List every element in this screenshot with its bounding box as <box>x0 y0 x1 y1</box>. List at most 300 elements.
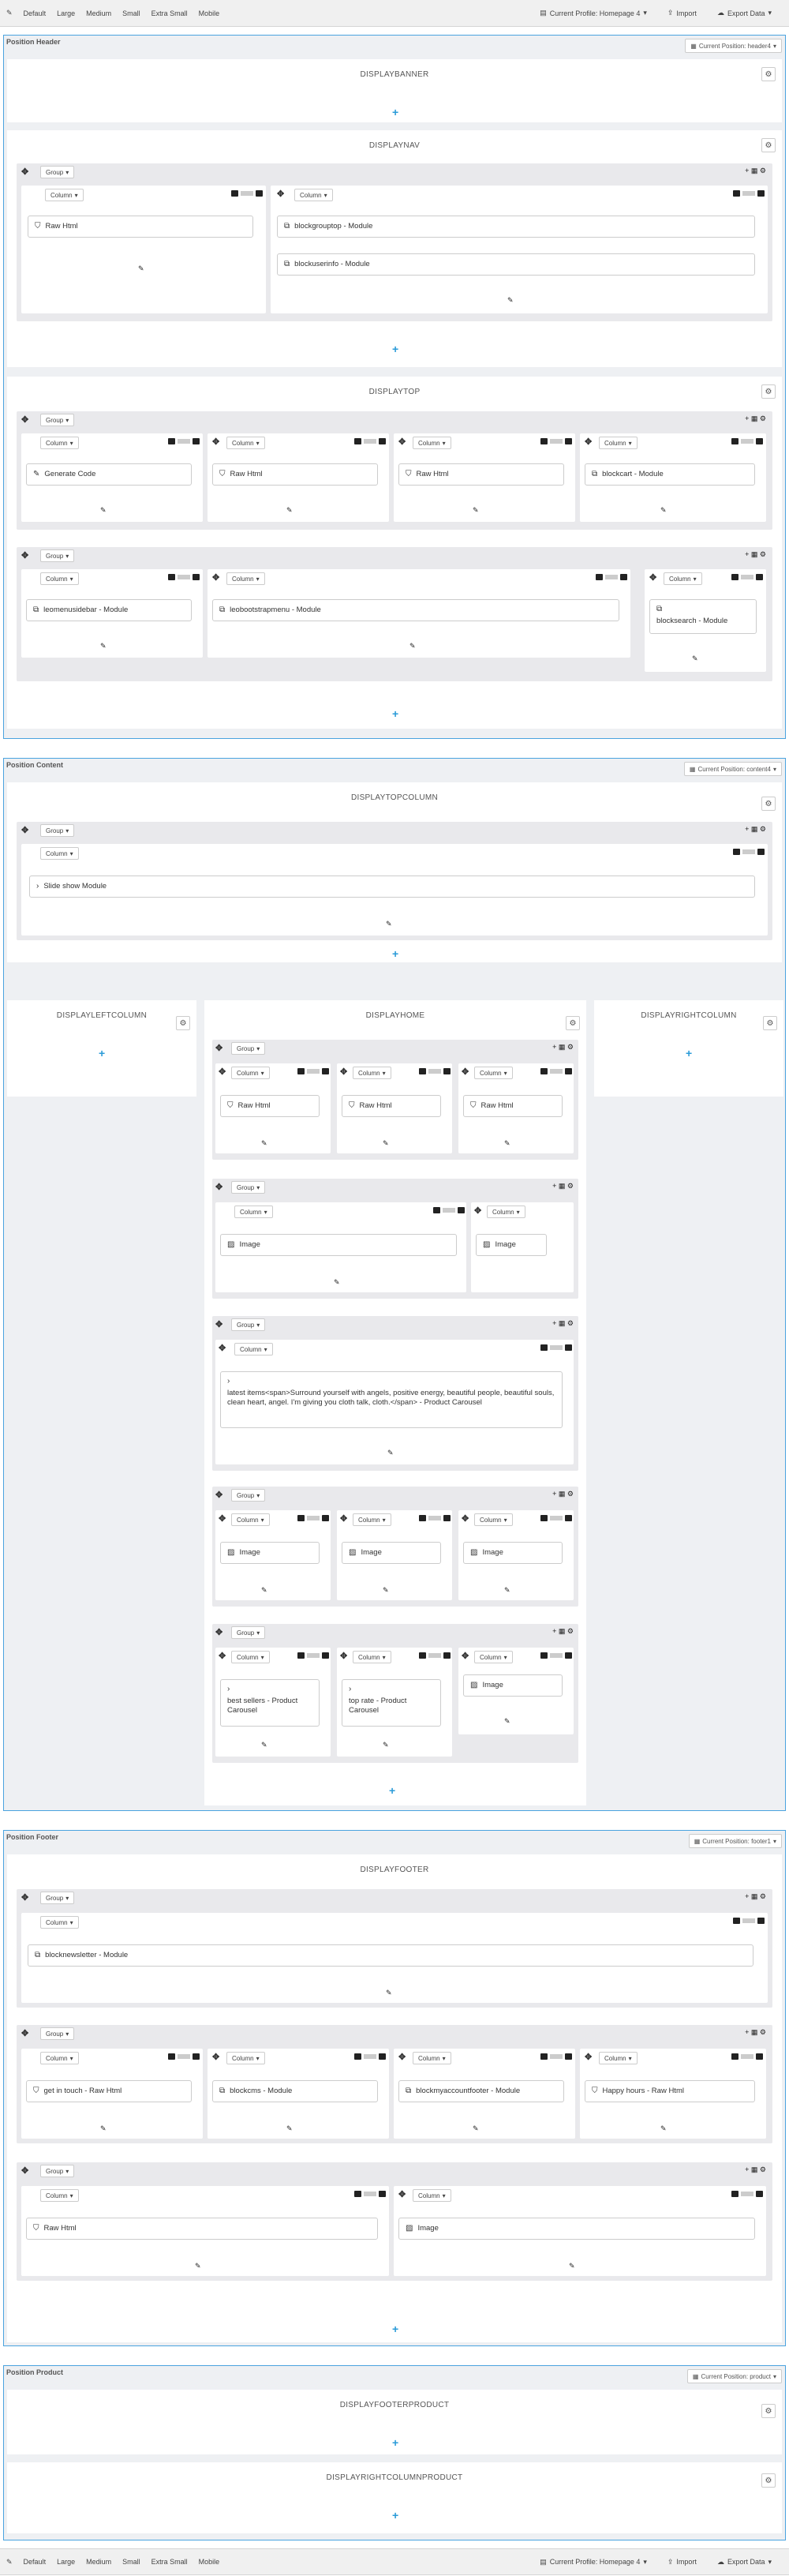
column-foot-tools[interactable]: ✎ <box>100 2124 107 2132</box>
column-width-tools[interactable] <box>168 2053 200 2060</box>
move-icon[interactable]: ✥ <box>585 2053 593 2062</box>
column-width-tools[interactable] <box>540 1515 572 1521</box>
move-icon[interactable]: ✥ <box>219 1514 226 1524</box>
column-foot-tools[interactable]: ✎ <box>386 920 392 928</box>
shield-icon: ⛉ <box>219 470 226 478</box>
column <box>337 1063 452 1153</box>
file-icon: ▤ <box>540 9 547 17</box>
group-dropdown[interactable]: Group ▾ <box>40 166 74 178</box>
column-width-tools[interactable] <box>419 1068 451 1074</box>
import-button[interactable]: ⇪ Import <box>667 9 697 17</box>
import-button[interactable]: ⇪ Import <box>667 2557 697 2566</box>
hook-displayleftcolumn <box>7 1000 196 1097</box>
hook-settings-icon[interactable]: ⚙ <box>761 67 776 81</box>
move-icon[interactable]: ✥ <box>21 2029 29 2038</box>
group-tools[interactable]: + ▦ ⚙ <box>552 1043 574 1051</box>
add-group-button[interactable]: + <box>392 343 399 355</box>
move-icon[interactable]: ✥ <box>462 1514 469 1524</box>
column-dropdown[interactable]: Column ▾ <box>40 2052 79 2064</box>
column-foot-tools[interactable]: ✎ <box>100 642 107 650</box>
column-width-tools[interactable] <box>354 438 386 444</box>
module-item[interactable]: ⛉ get in touch - Raw Html <box>26 2080 192 2102</box>
move-icon[interactable]: ✥ <box>21 1893 29 1903</box>
size-medium[interactable]: Medium <box>86 9 112 17</box>
column-dropdown[interactable]: Column ▾ <box>474 1067 513 1079</box>
export-button[interactable]: ☁ Export Data ▾ <box>716 2557 772 2566</box>
top-toolbar <box>0 0 789 27</box>
column-dropdown[interactable]: Column ▾ <box>353 1067 391 1079</box>
move-icon[interactable]: ✥ <box>21 167 29 177</box>
calendar-icon: ▦ <box>692 2372 699 2380</box>
column-dropdown[interactable]: Column ▾ <box>231 1067 270 1079</box>
column-width-tools[interactable] <box>733 1918 765 1924</box>
group-dropdown[interactable]: Group ▾ <box>231 1318 265 1331</box>
column <box>215 1202 466 1292</box>
move-icon[interactable]: ✥ <box>462 1067 469 1077</box>
column-dropdown[interactable]: Column ▾ <box>413 2052 451 2064</box>
column <box>21 2186 389 2276</box>
image-icon: ▨ <box>227 1548 235 1557</box>
hook-settings-icon[interactable]: ⚙ <box>761 138 776 152</box>
module-item[interactable]: ⛉ Raw Html <box>220 1095 320 1117</box>
column-foot-tools[interactable]: ✎ <box>569 2262 575 2270</box>
image-icon: ▨ <box>227 1240 235 1249</box>
column-width-tools[interactable] <box>297 1515 329 1521</box>
calendar-icon: ▦ <box>689 765 696 773</box>
move-icon[interactable]: ✥ <box>398 2053 406 2062</box>
group-dropdown[interactable]: Group ▾ <box>231 1626 265 1639</box>
move-icon[interactable]: ✥ <box>215 1320 223 1329</box>
module-item[interactable]: ⧉ blocksearch - Module <box>649 599 757 634</box>
module-item[interactable]: ⧉ blocknewsletter - Module <box>28 1944 753 1967</box>
column-dropdown[interactable]: Column ▾ <box>474 1651 513 1663</box>
module-item[interactable]: › Slide show Module <box>29 876 755 898</box>
column-width-tools[interactable] <box>540 1068 572 1074</box>
move-icon[interactable]: ✥ <box>215 1628 223 1637</box>
move-icon[interactable]: ✥ <box>215 1044 223 1053</box>
column-width-tools[interactable] <box>731 2053 763 2060</box>
move-icon[interactable]: ✥ <box>21 826 29 835</box>
column <box>271 186 768 313</box>
column-foot-tools[interactable]: ✎ <box>138 264 144 272</box>
size-extra-small[interactable]: Extra Small <box>151 2558 188 2566</box>
group <box>17 1889 772 2008</box>
add-group-button[interactable]: + <box>392 2323 399 2335</box>
column-foot-tools[interactable]: ✎ <box>386 1989 392 1997</box>
column <box>215 1510 331 1600</box>
group-dropdown[interactable]: Group ▾ <box>231 1181 265 1194</box>
column-dropdown[interactable]: Column ▾ <box>40 2189 79 2202</box>
group <box>17 822 772 940</box>
group <box>212 1624 578 1763</box>
column <box>21 1913 768 2003</box>
chevron-right-icon: › <box>36 882 39 891</box>
current-position-dropdown[interactable]: ▦ Current Position: header4 ▾ <box>685 39 782 53</box>
group-tools[interactable]: + ▦ ⚙ <box>745 2028 766 2036</box>
module-item[interactable]: ⛉ Raw Html <box>212 463 378 486</box>
group-dropdown[interactable]: Group ▾ <box>40 2165 74 2177</box>
column-width-tools[interactable] <box>540 1344 572 1351</box>
current-position-dropdown[interactable]: ▦ Current Position: content4 ▾ <box>684 762 782 776</box>
chevron-right-icon: › <box>349 1685 352 1693</box>
column-foot-tools[interactable]: ✎ <box>383 1741 389 1749</box>
column-foot-tools[interactable]: ✎ <box>507 296 514 304</box>
hook-settings-icon[interactable]: ⚙ <box>761 797 776 811</box>
move-icon[interactable]: ✥ <box>462 1652 469 1661</box>
column <box>208 569 630 658</box>
move-icon[interactable]: ✥ <box>398 2190 406 2199</box>
module-item[interactable]: ⛉ Raw Html <box>398 463 564 486</box>
column-foot-tools[interactable]: ✎ <box>100 506 107 514</box>
hook-displayfooter <box>7 1854 782 2342</box>
add-group-button[interactable]: + <box>392 707 399 720</box>
move-icon[interactable]: ✥ <box>277 189 285 199</box>
shield-icon: ⛉ <box>349 1101 355 1110</box>
shield-icon: ⛉ <box>592 2087 598 2095</box>
module-icon: ⧉ <box>219 606 226 614</box>
column-dropdown[interactable]: Column ▾ <box>40 572 79 585</box>
column <box>394 2186 766 2276</box>
chevron-right-icon: › <box>227 1377 230 1385</box>
column-foot-tools[interactable]: ✎ <box>261 1586 267 1594</box>
group-tools[interactable]: + ▦ ⚙ <box>552 1490 574 1498</box>
hook-settings-icon[interactable]: ⚙ <box>761 384 776 399</box>
hook-settings-icon[interactable]: ⚙ <box>761 2404 776 2418</box>
image-icon: ▨ <box>470 1681 478 1689</box>
shield-icon: ⛉ <box>406 470 412 478</box>
move-icon[interactable]: ✥ <box>21 415 29 425</box>
size-default[interactable]: Default <box>23 9 47 17</box>
column-dropdown[interactable]: Column ▾ <box>353 1651 391 1663</box>
hook-displayhome <box>204 1000 586 1805</box>
column-width-tools[interactable] <box>168 574 200 580</box>
group-dropdown[interactable]: Group ▾ <box>40 2027 74 2040</box>
group <box>212 1179 578 1299</box>
module-item[interactable]: ⧉ blockgrouptop - Module <box>277 216 755 238</box>
group-tools[interactable]: + ▦ ⚙ <box>745 167 766 174</box>
hook-displaytopcolumn <box>7 782 782 962</box>
module-item[interactable]: › best sellers - Product Carousel <box>220 1679 320 1727</box>
module-item[interactable]: ⛉ Raw Html <box>28 216 253 238</box>
column-width-tools[interactable] <box>731 574 763 580</box>
hook-settings-icon[interactable]: ⚙ <box>761 2473 776 2488</box>
column-width-tools[interactable] <box>354 2053 386 2060</box>
position-title: Position Product <box>6 2368 63 2376</box>
hook-settings-icon[interactable]: ⚙ <box>176 1016 190 1030</box>
column <box>208 433 389 522</box>
group-dropdown[interactable]: Group ▾ <box>40 1892 74 1904</box>
module-icon: ⧉ <box>219 2087 226 2095</box>
current-position-dropdown[interactable]: ▦ Current Position: product ▾ <box>687 2369 782 2383</box>
move-icon[interactable]: ✥ <box>340 1514 348 1524</box>
shield-icon: ⛉ <box>33 2087 39 2095</box>
move-icon[interactable]: ✥ <box>215 1183 223 1192</box>
hook-title: DISPLAYNAV <box>368 141 421 150</box>
hook-displayrightcolumnproduct <box>7 2462 782 2533</box>
column-dropdown[interactable]: Column ▾ <box>40 1916 79 1929</box>
group <box>212 1487 578 1607</box>
column-foot-tools[interactable]: ✎ <box>286 2124 293 2132</box>
module-item[interactable]: ⧉ leomenusidebar - Module <box>26 599 192 621</box>
current-position-dropdown[interactable]: ▦ Current Position: footer1 ▾ <box>689 1834 782 1848</box>
group <box>17 2025 772 2143</box>
move-icon[interactable]: ✥ <box>340 1067 348 1077</box>
group <box>17 547 772 681</box>
column-dropdown[interactable]: Column ▾ <box>599 437 638 449</box>
module-icon: ⧉ <box>592 470 598 478</box>
column-dropdown[interactable]: Column ▾ <box>294 189 333 201</box>
hook-title: DISPLAYRIGHTCOLUMNPRODUCT <box>326 2473 463 2482</box>
column-width-tools[interactable] <box>540 2053 572 2060</box>
add-group-button[interactable]: + <box>392 947 399 960</box>
group-dropdown[interactable]: Group ▾ <box>40 414 74 426</box>
module-item[interactable]: ▨ Image <box>342 1542 441 1564</box>
column-foot-tools[interactable]: ✎ <box>660 2124 667 2132</box>
hook-displayrightcolumn <box>594 1000 783 1097</box>
hook-settings-icon[interactable]: ⚙ <box>566 1016 580 1030</box>
column-foot-tools[interactable]: ✎ <box>195 2262 201 2270</box>
column-dropdown[interactable]: Column ▾ <box>234 1206 273 1218</box>
column-width-tools[interactable] <box>168 438 200 444</box>
module-item[interactable]: › latest items<span>Surround yourself with angels, positive energy, beautiful people, beautiful souls, clean heart, angel. I'm giving you cloth talk, cloth.</span> - Product Carousel <box>220 1371 563 1428</box>
column-foot-tools[interactable]: ✎ <box>660 506 667 514</box>
group-tools[interactable]: + ▦ ⚙ <box>552 1319 574 1327</box>
column-foot-tools[interactable]: ✎ <box>692 654 698 662</box>
cloud-icon: ☁ <box>716 9 724 17</box>
shield-icon: ⛉ <box>33 2224 39 2233</box>
column-width-tools[interactable] <box>419 1652 451 1659</box>
column-foot-tools[interactable]: ✎ <box>286 506 293 514</box>
chevron-right-icon: › <box>227 1685 230 1693</box>
hook-displaybanner <box>7 59 782 122</box>
column-dropdown[interactable]: Column ▾ <box>599 2052 638 2064</box>
column <box>208 2049 389 2139</box>
column-foot-tools[interactable]: ✎ <box>504 1586 510 1594</box>
column <box>458 1648 574 1734</box>
group-tools[interactable]: + ▦ ⚙ <box>552 1182 574 1190</box>
add-group-button[interactable]: + <box>686 1047 693 1059</box>
column-dropdown[interactable]: Column ▾ <box>231 1651 270 1663</box>
column <box>394 2049 575 2139</box>
move-icon[interactable]: ✥ <box>649 573 657 583</box>
column <box>21 2049 203 2139</box>
column <box>21 433 203 522</box>
size-medium[interactable]: Medium <box>86 2558 112 2566</box>
module-item[interactable]: ⧉ blockcms - Module <box>212 2080 378 2102</box>
move-icon[interactable]: ✥ <box>340 1652 348 1661</box>
module-item[interactable]: ▨ Image <box>463 1542 563 1564</box>
profile-dropdown[interactable]: ▤ Current Profile: Homepage 4 ▾ <box>540 2557 647 2566</box>
column <box>458 1510 574 1600</box>
column-dropdown[interactable]: Column ▾ <box>45 189 84 201</box>
hook-settings-icon[interactable]: ⚙ <box>763 1016 777 1030</box>
move-icon[interactable]: ✥ <box>585 437 593 447</box>
hook-title: DISPLAYRIGHTCOLUMN <box>641 1011 737 1020</box>
position-title: Position Footer <box>6 1833 58 1841</box>
column-width-tools[interactable] <box>731 438 763 444</box>
move-icon[interactable]: ✥ <box>219 1344 226 1353</box>
hook-title: DISPLAYTOPCOLUMN <box>350 793 438 802</box>
column-width-tools[interactable] <box>354 2191 386 2197</box>
column-dropdown[interactable]: Column ▾ <box>231 1513 270 1526</box>
column-width-tools[interactable] <box>540 438 572 444</box>
size-mobile[interactable]: Mobile <box>198 2558 220 2566</box>
column <box>458 1063 574 1153</box>
group <box>212 1316 578 1471</box>
module-item[interactable]: ▨ Image <box>476 1234 547 1256</box>
size-small[interactable]: Small <box>122 9 140 17</box>
group-tools[interactable]: + ▦ ⚙ <box>745 414 766 422</box>
hook-title: DISPLAYLEFTCOLUMN <box>56 1011 148 1020</box>
size-default[interactable]: Default <box>23 2558 47 2566</box>
group-tools[interactable]: + ▦ ⚙ <box>745 825 766 833</box>
group-tools[interactable]: + ▦ ⚙ <box>745 1892 766 1900</box>
column-foot-tools[interactable]: ✎ <box>473 2124 479 2132</box>
edit-icon[interactable]: ✎ <box>6 2557 13 2566</box>
cloud-icon: ☁ <box>716 2557 724 2566</box>
file-icon: ▤ <box>540 2557 547 2566</box>
column-dropdown[interactable]: Column ▾ <box>226 437 265 449</box>
group <box>17 163 772 321</box>
move-icon[interactable]: ✥ <box>212 573 220 583</box>
add-group-button[interactable]: + <box>392 106 399 118</box>
move-icon[interactable]: ✥ <box>21 2166 29 2176</box>
calendar-icon: ▦ <box>694 1837 701 1845</box>
move-icon[interactable]: ✥ <box>215 1490 223 1500</box>
upload-icon: ⇪ <box>667 9 674 17</box>
module-icon: ⧉ <box>656 605 663 613</box>
column-dropdown[interactable]: Column ▾ <box>40 437 79 449</box>
size-mobile[interactable]: Mobile <box>198 9 220 17</box>
module-item[interactable]: ⧉ blockcart - Module <box>585 463 755 486</box>
shield-icon: ⛉ <box>35 222 41 231</box>
module-item[interactable]: ⛉ Raw Html <box>463 1095 563 1117</box>
move-icon[interactable]: ✥ <box>212 437 220 447</box>
column-foot-tools[interactable]: ✎ <box>473 506 479 514</box>
group-dropdown[interactable]: Group ▾ <box>40 824 74 837</box>
module-item[interactable]: ⧉ blockmyaccountfooter - Module <box>398 2080 564 2102</box>
module-icon: ⧉ <box>406 2087 412 2095</box>
module-item[interactable]: ▨ Image <box>463 1674 563 1697</box>
hook-title: DISPLAYFOOTERPRODUCT <box>339 2401 450 2409</box>
upload-icon: ⇪ <box>667 2557 674 2566</box>
column-width-tools[interactable] <box>596 574 627 580</box>
move-icon[interactable]: ✥ <box>219 1067 226 1077</box>
hook-displaynav <box>7 130 782 367</box>
column-width-tools[interactable] <box>419 1515 451 1521</box>
column-width-tools[interactable] <box>297 1652 329 1659</box>
move-icon[interactable]: ✥ <box>398 437 406 447</box>
column-width-tools[interactable] <box>297 1068 329 1074</box>
column-width-tools[interactable] <box>231 190 263 197</box>
add-group-button[interactable]: + <box>392 2509 399 2522</box>
group <box>212 1040 578 1160</box>
add-group-button[interactable]: + <box>392 2436 399 2449</box>
module-item[interactable]: ⛉ Happy hours - Raw Html <box>585 2080 755 2102</box>
group-tools[interactable]: + ▦ ⚙ <box>552 1627 574 1635</box>
add-group-button[interactable]: + <box>389 1784 396 1797</box>
hook-displayfooterproduct <box>7 2390 782 2454</box>
group-tools[interactable]: + ▦ ⚙ <box>745 2165 766 2173</box>
size-large[interactable]: Large <box>57 2558 76 2566</box>
profile-dropdown[interactable]: ▤ Current Profile: Homepage 4 ▾ <box>540 9 647 17</box>
module-item[interactable]: ▨ Image <box>220 1234 457 1256</box>
module-item[interactable]: ⛉ Raw Html <box>26 2218 378 2240</box>
column-foot-tools[interactable]: ✎ <box>504 1717 510 1725</box>
hook-displaytop <box>7 377 782 729</box>
column-dropdown[interactable]: Column ▾ <box>226 572 265 585</box>
column-foot-tools[interactable]: ✎ <box>409 642 416 650</box>
move-icon[interactable]: ✥ <box>474 1206 482 1216</box>
column-foot-tools[interactable]: ✎ <box>261 1741 267 1749</box>
column-dropdown[interactable]: Column ▾ <box>226 2052 265 2064</box>
column <box>21 844 768 936</box>
column-width-tools[interactable] <box>433 1207 465 1213</box>
column-width-tools[interactable] <box>540 1652 572 1659</box>
group-dropdown[interactable]: Group ▾ <box>231 1489 265 1502</box>
column-foot-tools[interactable]: ✎ <box>261 1139 267 1147</box>
column-dropdown[interactable]: Column ▾ <box>40 847 79 860</box>
group-dropdown[interactable]: Group ▾ <box>231 1042 265 1055</box>
module-item[interactable]: ▨ Image <box>220 1542 320 1564</box>
column <box>645 569 766 672</box>
column-foot-tools[interactable]: ✎ <box>387 1449 394 1457</box>
position-footer <box>3 1830 786 2346</box>
column <box>337 1648 452 1757</box>
add-group-button[interactable]: + <box>99 1047 106 1059</box>
module-item[interactable]: ▨ Image <box>398 2218 755 2240</box>
group <box>17 411 772 530</box>
export-button[interactable]: ☁ Export Data ▾ <box>716 9 772 17</box>
module-item[interactable]: ⧉ leobootstrapmenu - Module <box>212 599 619 621</box>
column-dropdown[interactable]: Column ▾ <box>474 1513 513 1526</box>
move-icon[interactable]: ✥ <box>219 1652 226 1661</box>
column-dropdown[interactable]: Column ▾ <box>353 1513 391 1526</box>
column-width-tools[interactable] <box>733 190 765 197</box>
position-title: Position Header <box>6 38 61 46</box>
column-dropdown[interactable]: Column ▾ <box>234 1343 273 1355</box>
hook-title: DISPLAYBANNER <box>360 70 429 79</box>
column-dropdown[interactable]: Column ▾ <box>664 572 702 585</box>
column-width-tools[interactable] <box>731 2191 763 2197</box>
size-large[interactable]: Large <box>57 9 76 17</box>
position-header <box>3 35 786 739</box>
group-tools[interactable]: + ▦ ⚙ <box>745 550 766 558</box>
column-width-tools[interactable] <box>733 849 765 855</box>
size-small[interactable]: Small <box>122 2558 140 2566</box>
column-foot-tools[interactable]: ✎ <box>334 1278 340 1286</box>
move-icon[interactable]: ✥ <box>212 2053 220 2062</box>
column-dropdown[interactable]: Column ▾ <box>413 2189 451 2202</box>
module-item[interactable]: ⧉ blockuserinfo - Module <box>277 253 755 276</box>
column <box>215 1063 331 1153</box>
column-foot-tools[interactable]: ✎ <box>383 1139 389 1147</box>
module-icon: ⧉ <box>284 260 290 268</box>
column-foot-tools[interactable]: ✎ <box>383 1586 389 1594</box>
image-icon: ▨ <box>470 1548 478 1557</box>
module-item[interactable]: ✎ Generate Code <box>26 463 192 486</box>
edit-icon[interactable]: ✎ <box>6 9 13 17</box>
column-foot-tools[interactable]: ✎ <box>504 1139 510 1147</box>
module-item[interactable]: ⛉ Raw Html <box>342 1095 441 1117</box>
move-icon[interactable]: ✥ <box>21 551 29 561</box>
group-dropdown[interactable]: Group ▾ <box>40 549 74 562</box>
size-extra-small[interactable]: Extra Small <box>151 9 188 17</box>
column-dropdown[interactable]: Column ▾ <box>413 437 451 449</box>
column <box>337 1510 452 1600</box>
module-item[interactable]: › top rate - Product Carousel <box>342 1679 441 1727</box>
column-dropdown[interactable]: Column ▾ <box>487 1206 525 1218</box>
